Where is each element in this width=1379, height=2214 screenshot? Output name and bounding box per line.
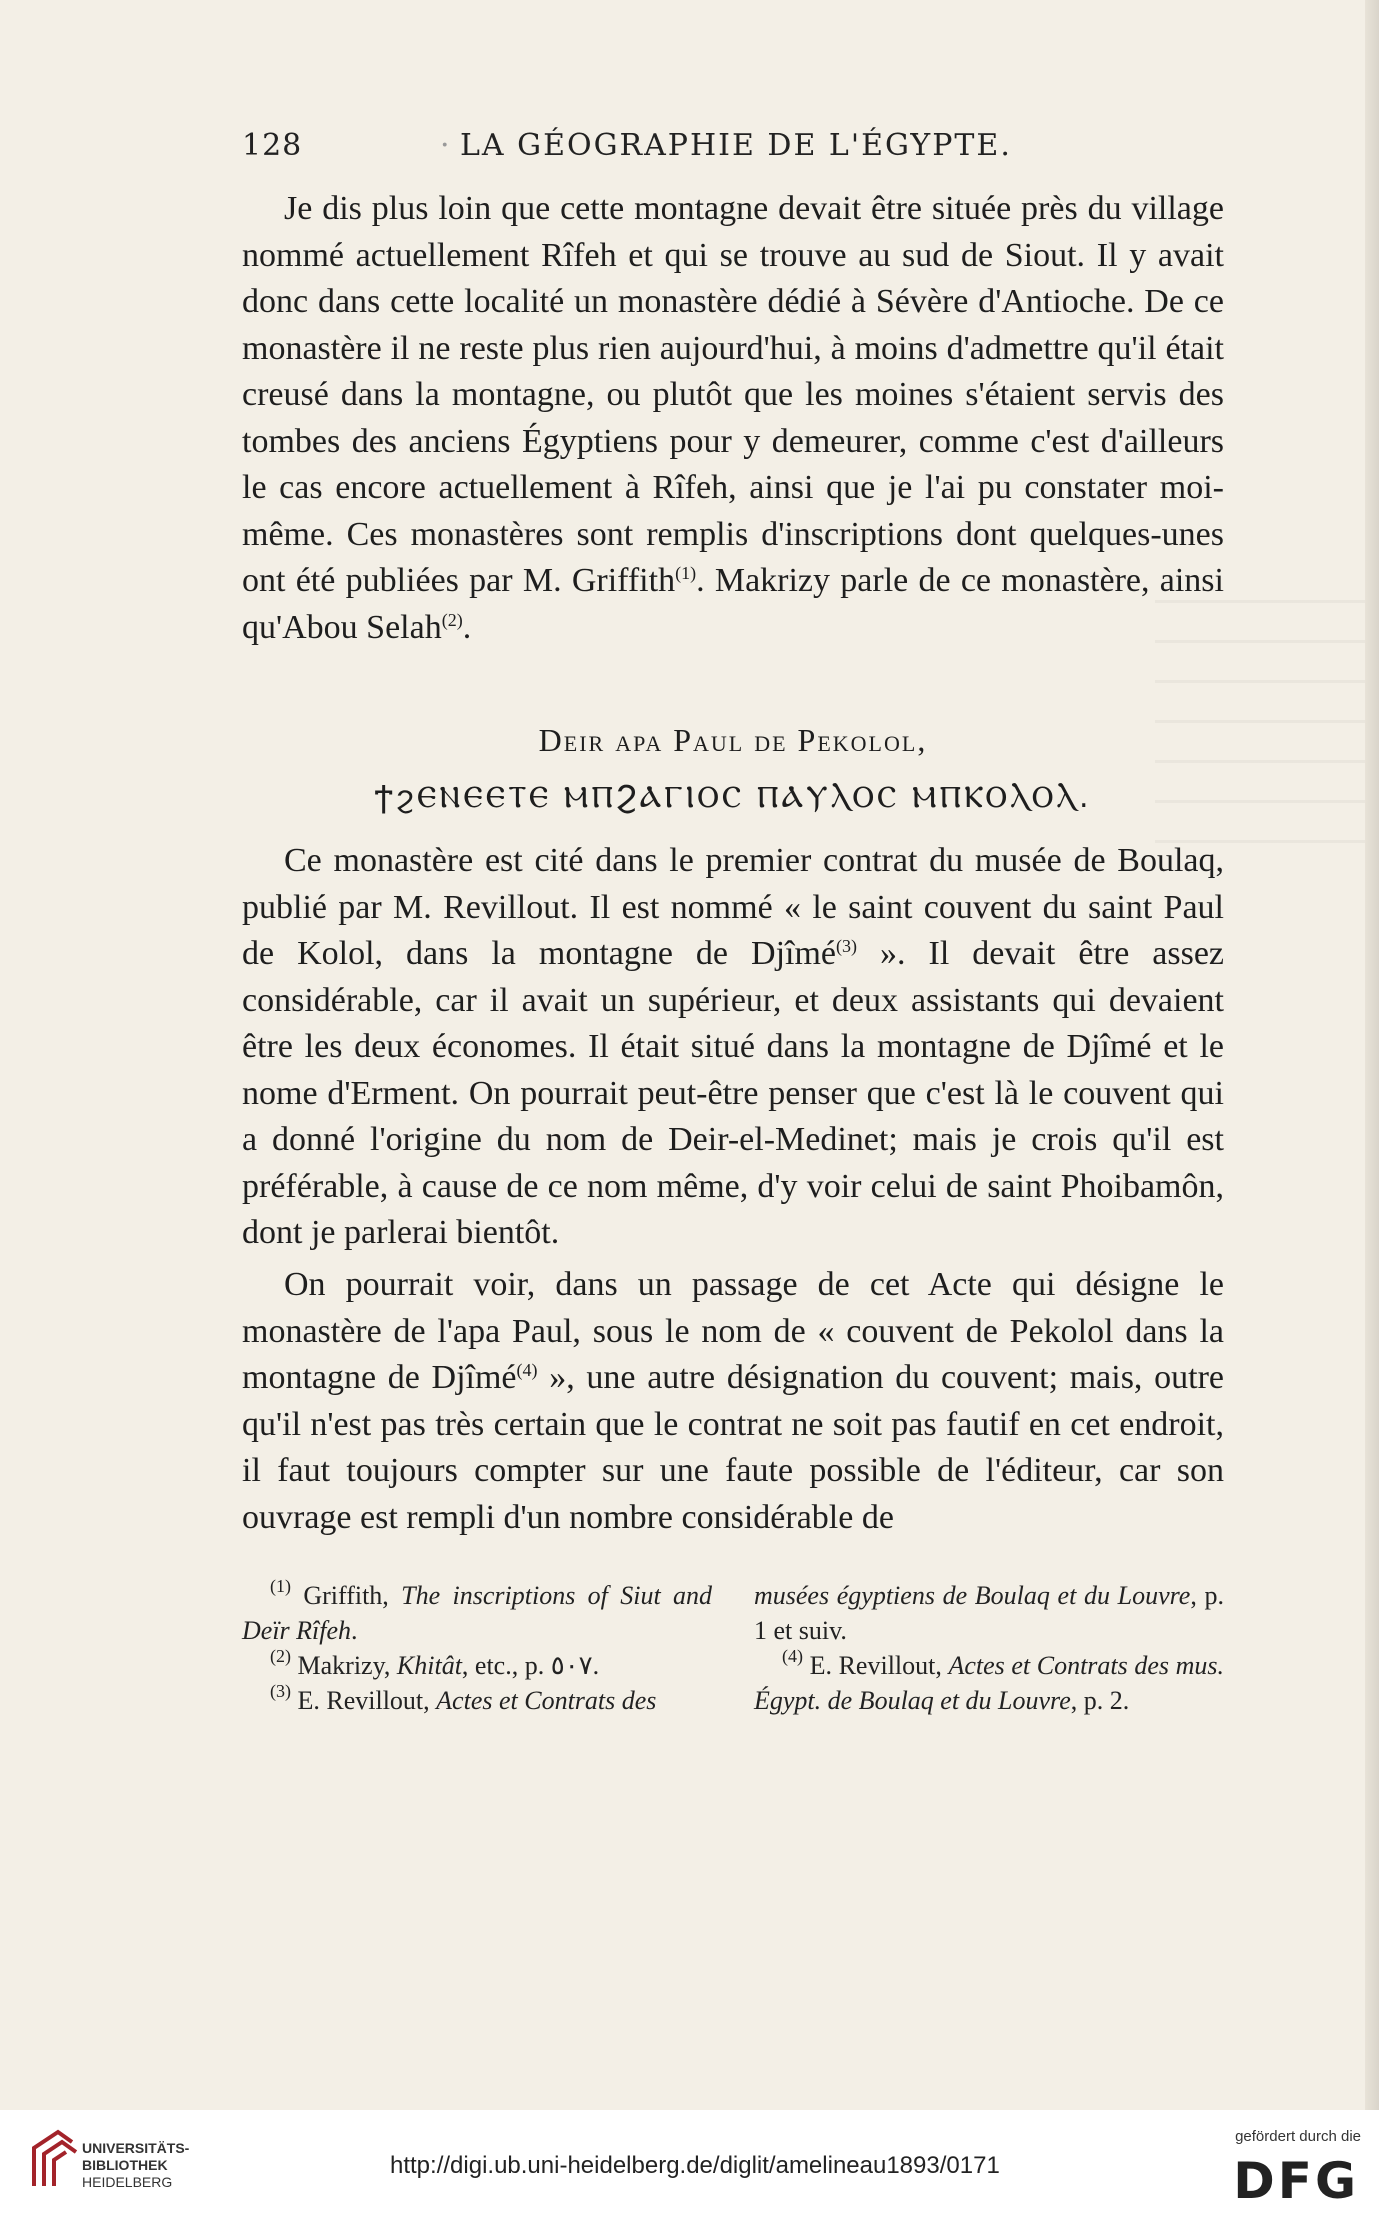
paragraph-3 (242, 1262, 1224, 1541)
footnote-1-author: Griffith, (303, 1581, 402, 1610)
footnote-4-mark: (4) (782, 1646, 803, 1666)
paragraph-3-text: On pourrait voir, dans un passage de cet Acte qui désigne le monastère de l'apa Paul, sous le nom de « couvent de Pekolol dans la montagne de Djîmé (242, 1266, 1224, 1396)
footnote-ref-3[interactable]: (3) (836, 936, 858, 956)
header-dot: · (440, 128, 451, 163)
dfg-logo: DFG (1233, 2152, 1359, 2210)
paragraph-1-text-cont: . Makrizy parle de ce monastère, ainsi qu'Abou Selah (242, 562, 1224, 646)
footnote-3 (242, 1683, 712, 1718)
section-heading: Deir apa Paul de Pekolol, (538, 722, 928, 758)
paragraph-1-text: Je dis plus loin que cette montagne devait être située près du village nommé actuellement Rîfeh et qui se trouve au sud de Siout. Il y avait donc dans cette localité un monastère dédié à Sévère d'Antioche. De ce monastère il ne reste plus rien aujourd'hui, à moins d'admettre qu'il était creusé dans la montagne, ou plutôt que les moines s'étaient servis des tombes des anciens Égyptiens pour y demeurer, comme c'est d'ailleurs le cas encore actuellement à Rîfeh, ainsi que je l'ai pu constater moi-même. Ces monastères sont remplis d'inscriptions dont quelques-unes ont été publiées par M. Griffith (242, 190, 1224, 599)
footnote-ref-4[interactable]: (4) (516, 1360, 538, 1380)
funder-label: gefördert durch die (1235, 2128, 1361, 2145)
library-name-line-2: BIBLIOTHEK (82, 2157, 168, 2173)
page-edge (1365, 0, 1379, 2110)
footnote-1-mark: (1) (270, 1576, 291, 1596)
digitization-footer (0, 2110, 1379, 2214)
footnote-4-title: Actes et Contrats des mus. Égypt. de Boulaq et du Louvre (754, 1651, 1224, 1715)
footnote-2-mark: (2) (270, 1646, 291, 1666)
permalink-url[interactable]: http://digi.ub.uni-heidelberg.de/diglit/amelineau1893/0171 (390, 2152, 1000, 2179)
running-header (242, 128, 1222, 168)
footnote-4-end: , p. 2. (1070, 1686, 1130, 1715)
footnote-1-end: . (351, 1616, 358, 1645)
section-heading-coptic: ϮϩⲈⲚⲈⲈⲦⲈ ⲘⲠϨⲀⲄⲒⲞⲤ ⲠⲀⲨⲖⲞⲤ ⲘⲠⲔⲞⲖⲞⲖ. (374, 780, 1092, 815)
footnote-1-title: The inscriptions of Siut and Deïr Rîfeh (242, 1581, 713, 1645)
library-logo-icon (28, 2128, 88, 2192)
paragraph-1 (242, 186, 1224, 651)
footnotes-right-column (754, 1578, 1224, 1718)
library-name-line-1: UNIVERSITÄTS- (82, 2140, 190, 2156)
footnote-3-cont-title: musées égyptiens de Boulaq et du Louvre (754, 1581, 1191, 1610)
paragraph-1-end: . (462, 608, 472, 646)
footnote-2-end: , etc., p. ٥٠٧. (461, 1651, 600, 1680)
footnote-3-title: Actes et Contrats des (436, 1686, 657, 1715)
footnote-3-author: E. Revillout, (297, 1686, 437, 1715)
footnote-1 (242, 1578, 712, 1648)
footnote-2-title: Khitât (396, 1651, 462, 1680)
paragraph-3-text-cont: », une autre désignation du couvent; mais, outre qu'il n'est pas très certain que le contrat ne soit pas fautif en cet endroit, il faut toujours compter sur une faute possible de l'éditeur, car son ouvrage est rempli d'un nombre considérable de (242, 1359, 1224, 1536)
library-name (82, 2140, 189, 2191)
footnote-2 (242, 1648, 712, 1683)
page-number: 128 (242, 128, 303, 163)
footnote-2-author: Makrizy, (297, 1651, 397, 1680)
footnotes-left-column (242, 1578, 712, 1718)
paragraph-2 (242, 838, 1224, 1257)
paragraph-2-text-cont: ». Il devait être assez considérable, car il avait un supérieur, et deux assistants qui devaient être les deux économes. Il était situé dans la montagne de Djîmé et le nome d'Erment. On pourrait peut-être penser que c'est là le couvent qui a donné l'origine du nom de Deir-el-Medinet; mais je crois qu'il est préférable, à cause de ce nom même, d'y voir celui de saint Phoibamôn, dont je parlerai bientôt. (242, 935, 1225, 1251)
footnote-3-cont-end: , p. 1 et suiv. (754, 1581, 1225, 1645)
footnote-4-author: E. Revillout, (809, 1651, 949, 1680)
running-title: LA GÉOGRAPHIE DE L'ÉGYPTE. (460, 128, 1012, 163)
footnote-3-continued (754, 1578, 1224, 1648)
paragraph-2-text: Ce monastère est cité dans le premier contrat du musée de Boulaq, publié par M. Revillout. Il est nommé « le saint couvent du saint Paul de Kolol, dans la montagne de Djîmé (242, 842, 1224, 972)
footnote-3-mark: (3) (270, 1681, 291, 1701)
library-name-line-3: HEIDELBERG (82, 2174, 173, 2190)
footnote-ref-1[interactable]: (1) (675, 563, 697, 583)
footnote-4 (754, 1648, 1224, 1718)
footnote-ref-2[interactable]: (2) (441, 609, 463, 630)
